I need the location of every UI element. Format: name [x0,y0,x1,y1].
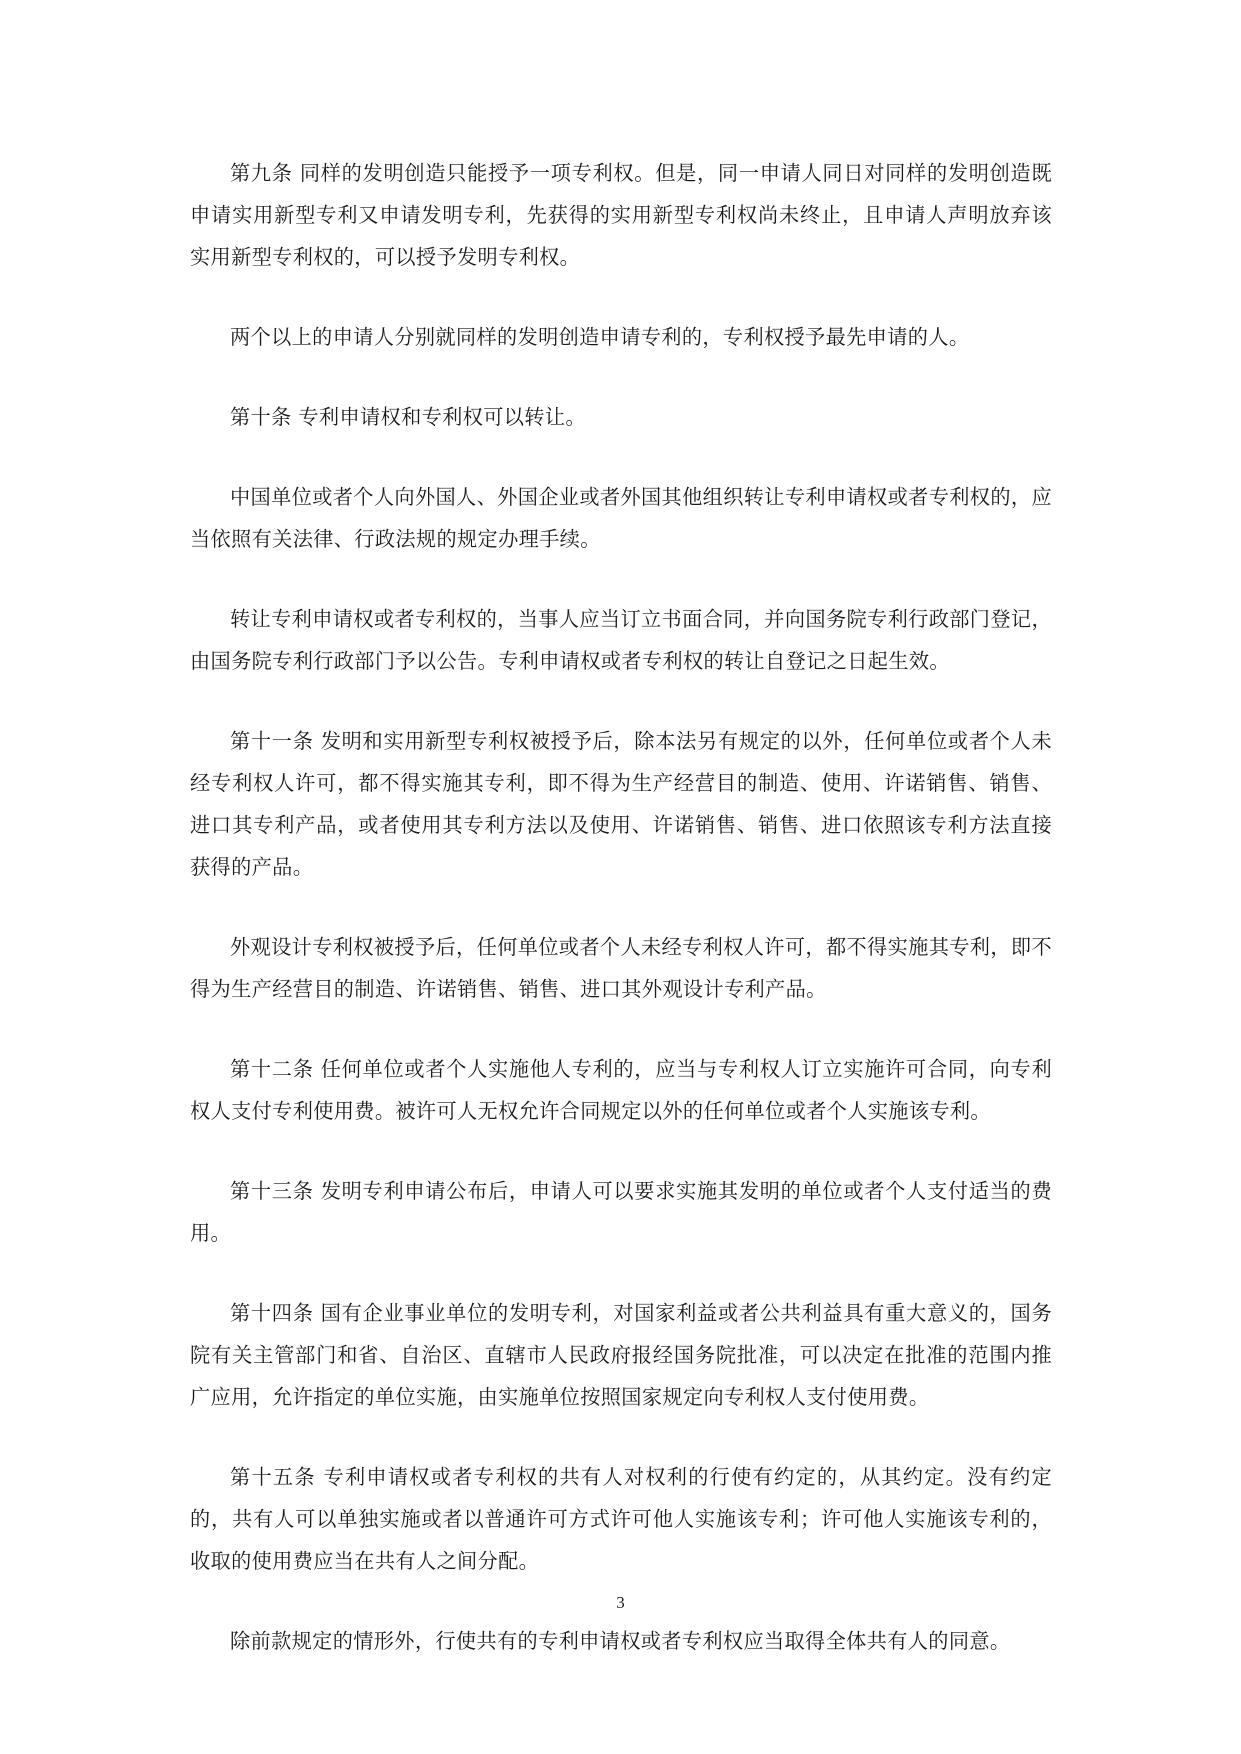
paragraph-article-11: 第十一条 发明和实用新型专利权被授予后，除本法另有规定的以外，任何单位或者个人未经专利权人许可，都不得实施其专利，即不得为生产经营目的制造、使用、许诺销售、销售、进口其专利产品，或者使用其专利方法以及使用、许诺销售、销售、进口依照该专利方法直接获得的产品。 [190,729,1052,879]
paragraph-article-10-part-2: 中国单位或者个人向外国人、外国企业或者外国其他组织转让专利申请权或者专利权的，应当依照有关法律、行政法规的规定办理手续。 [190,485,1052,551]
paragraph-article-13: 第十三条 发明专利申请公布后，申请人可以要求实施其发明的单位或者个人支付适当的费用。 [190,1179,1052,1245]
paragraph-article-10-part-3: 转让专利申请权或者专利权的，当事人应当订立书面合同，并向国务院专利行政部门登记，由国务院专利行政部门予以公告。专利申请权或者专利权的转让自登记之日起生效。 [190,607,1052,673]
paragraph-article-15-part-2: 除前款规定的情形外，行使共有的专利申请权或者专利权应当取得全体共有人的同意。 [230,1629,1011,1653]
paragraph-article-12: 第十二条 任何单位或者个人实施他人专利的，应当与专利权人订立实施许可合同，向专利权人支付专利使用费。被许可人无权允许合同规定以外的任何单位或者个人实施该专利。 [190,1057,1052,1123]
paragraph-article-15: 第十五条 专利申请权或者专利权的共有人对权利的行使有约定的，从其约定。没有约定的，共有人可以单独实施或者以普通许可方式许可他人实施该专利；许可他人实施该专利的，收取的使用费应当在共有人之间分配。 [190,1465,1052,1573]
paragraph-article-10: 第十条 专利申请权和专利权可以转让。 [230,405,586,429]
paragraph-article-9: 第九条 同样的发明创造只能授予一项专利权。但是，同一申请人同日对同样的发明创造既申请实用新型专利又申请发明专利，先获得的实用新型专利权尚未终止，且申请人声明放弃该实用新型专利权的，可以授予发明专利权。 [190,161,1052,269]
paragraph-article-11-part-2: 外观设计专利权被授予后，任何单位或者个人未经专利权人许可，都不得实施其专利，即不得为生产经营目的制造、许诺销售、销售、进口其外观设计专利产品。 [190,935,1052,1001]
page-body [190,152,1052,1700]
paragraph-article-9-part-2: 两个以上的申请人分别就同样的发明创造申请专利的，专利权授予最先申请的人。 [230,325,970,349]
page-number: 3 [616,1593,625,1612]
paragraph-article-14: 第十四条 国有企业事业单位的发明专利，对国家利益或者公共利益具有重大意义的，国务院有关主管部门和省、自治区、直辖市人民政府报经国务院批准，可以决定在批准的范围内推广应用，允许指定的单位实施，由实施单位按照国家规定向专利权人支付使用费。 [190,1301,1052,1409]
